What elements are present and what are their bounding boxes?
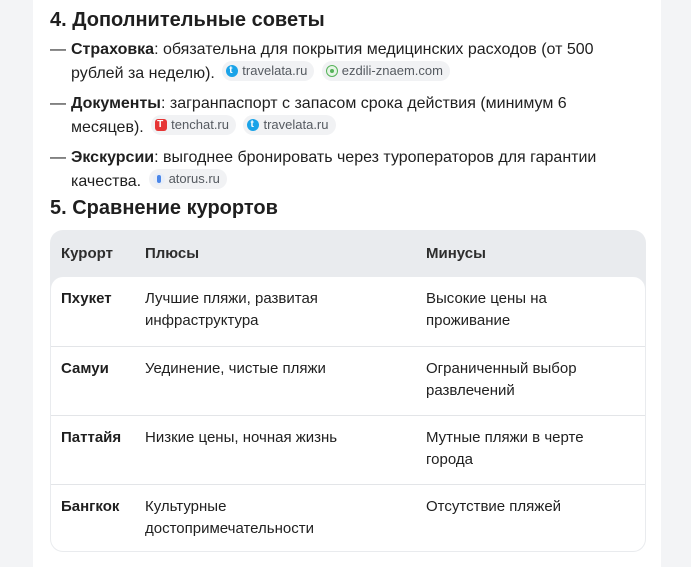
list-item [50,146,630,193]
source-label: travelata.ru [263,117,329,132]
source-chip-ezdili[interactable] [322,61,450,81]
table-row [51,346,645,416]
source-chip-travelata[interactable] [222,61,314,81]
tip-term: Страховка [71,41,155,58]
table-header [50,230,646,276]
source-label: ezdili-znaem.com [341,63,443,78]
cons-cell: Мутные пляжи в черте города [426,429,584,468]
list-item [50,92,630,139]
cons-cell: Отсутствие пляжей [426,498,562,515]
source-chip-tenchat[interactable] [151,115,236,135]
table-row [51,277,645,346]
tip-term: Экскурсии [71,149,155,166]
tenchat-icon [155,119,167,131]
travelata-icon [247,119,259,131]
source-label: atorus.ru [168,171,220,186]
pros-cell: Низкие цены, ночная жизнь [145,429,338,446]
cons-cell: Высокие цены на проживание [426,290,547,329]
dash-bullet: — [50,41,66,58]
list-item [50,38,630,85]
header-cons: Минусы [426,245,486,262]
header-pros: Плюсы [145,245,200,262]
section-title-comparison: 5. Сравнение курортов [50,197,278,219]
section-title-tips: 4. Дополнительные советы [50,9,325,31]
resort-cell: Паттайя [61,429,122,446]
tip-text: : загранпаспорт с запасом срока действия (минимум 6 месяцев). [71,95,567,136]
dash-bullet: — [50,95,66,112]
tip-term: Документы [71,95,161,112]
source-label: tenchat.ru [171,117,229,132]
source-chip-atorus[interactable] [149,169,227,189]
comparison-table [50,230,646,552]
tip-text: : обязательна для покрытия медицинских расходов (от 500 рублей за неделю). [71,41,594,82]
table-row [51,415,645,485]
table-body [51,277,645,551]
resort-cell: Пхукет [61,290,112,307]
pros-cell: Культурные достопримечательности [145,498,314,537]
resort-cell: Самуи [61,360,109,377]
header-resort: Курорт [61,245,113,262]
travelata-icon [226,65,238,77]
source-label: travelata.ru [242,63,308,78]
pros-cell: Лучшие пляжи, развитая инфраструктура [145,290,318,329]
table-row [51,484,645,551]
ezdili-icon [326,65,338,77]
resort-cell: Бангкок [61,498,120,515]
cons-cell: Ограниченный выбор развлечений [426,360,577,399]
source-chip-travelata[interactable] [243,115,335,135]
answer-card [33,0,661,567]
atorus-icon [153,173,165,185]
dash-bullet: — [50,149,66,166]
tip-text: : выгоднее бронировать через туроператоров для гарантии качества. [71,149,597,190]
pros-cell: Уединение, чистые пляжи [145,360,326,377]
tips-list [50,38,630,200]
